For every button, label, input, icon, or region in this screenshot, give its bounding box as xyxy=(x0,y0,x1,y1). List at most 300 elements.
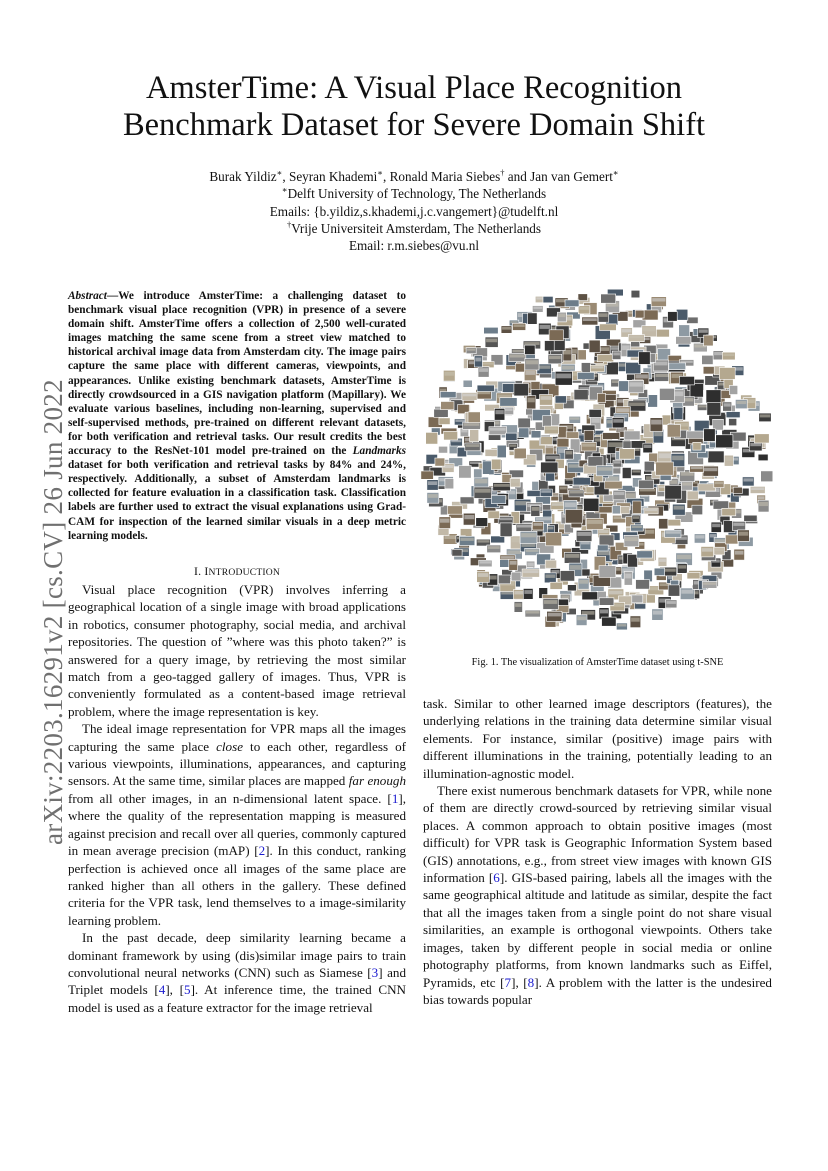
thumbnail-image xyxy=(639,352,651,365)
thumbnail-sky xyxy=(536,518,551,520)
thumbnail-image xyxy=(445,479,454,489)
thumbnail-sky xyxy=(475,479,488,483)
thumbnail-image xyxy=(676,337,691,345)
thumbnail-image xyxy=(578,294,588,301)
thumbnail-sky xyxy=(527,563,533,567)
thumbnail-image xyxy=(459,536,474,545)
thumbnail-sky xyxy=(546,456,559,460)
thumbnail-sky xyxy=(528,398,535,403)
thumbnail-sky xyxy=(577,616,586,620)
thumbnail-sky xyxy=(678,565,686,568)
thumbnail-sky xyxy=(510,561,517,565)
thumbnail-sky xyxy=(608,442,622,447)
thumbnail-image xyxy=(439,446,448,453)
thumbnail-sky xyxy=(750,443,761,446)
thumbnail-sky xyxy=(677,555,692,559)
thumbnail-sky xyxy=(736,401,746,404)
thumbnail-image xyxy=(586,518,603,529)
thumbnail-image xyxy=(687,491,698,500)
thumbnail-sky xyxy=(629,336,643,339)
thumbnail-sky xyxy=(659,453,671,458)
thumbnail-image xyxy=(599,598,614,606)
thumbnail-sky xyxy=(598,551,612,556)
thumbnail-sky xyxy=(725,457,732,461)
thumbnail-image xyxy=(719,368,735,380)
thumbnail-image xyxy=(568,585,577,591)
thumbnail-image xyxy=(624,431,640,440)
thumbnail-image xyxy=(690,384,703,398)
thumbnail-sky xyxy=(600,609,608,613)
thumbnail-image xyxy=(668,585,680,596)
thumbnail-image xyxy=(759,413,771,422)
thumbnail-sky xyxy=(739,532,749,536)
thumbnail-sky xyxy=(538,365,551,368)
thumbnail-sky xyxy=(645,509,657,511)
thumbnail-image xyxy=(484,327,499,334)
thumbnail-sky xyxy=(681,590,693,594)
thumbnail-sky xyxy=(712,524,720,528)
thumbnail-image xyxy=(599,535,614,546)
thumbnail-sky xyxy=(428,494,438,498)
thumbnail-sky xyxy=(566,451,573,454)
thumbnail-sky xyxy=(558,314,565,317)
thumbnail-sky xyxy=(510,444,516,446)
thumbnail-sky xyxy=(667,601,676,604)
thumbnail-sky xyxy=(511,538,520,543)
thumbnail-sky xyxy=(724,403,731,406)
thumbnail-sky xyxy=(698,405,707,407)
thumbnail-image xyxy=(500,523,512,537)
thumbnail-sky xyxy=(583,318,597,321)
figure-caption: Fig. 1. The visualization of AmsterTime dataset using t-SNE xyxy=(471,657,724,668)
thumbnail-image xyxy=(679,376,694,385)
thumbnail-image xyxy=(706,390,721,404)
thumbnail-image xyxy=(635,310,644,318)
thumbnail-image xyxy=(566,432,579,439)
thumbnail-image xyxy=(476,518,488,527)
thumbnail-sky xyxy=(632,470,640,472)
thumbnail-sky xyxy=(548,613,561,617)
citation-link[interactable]: 2 xyxy=(258,843,266,859)
thumbnail-sky xyxy=(495,410,503,414)
thumbnail-image xyxy=(698,484,716,491)
thumbnail-sky xyxy=(617,624,626,626)
thumbnail-sky xyxy=(475,358,481,362)
thumbnail-image xyxy=(543,510,552,517)
thumbnail-sky xyxy=(699,329,708,332)
emails-delft: Emails: {b.yildiz,s.khademi,j.c.vangemert}@tudelft.nl xyxy=(269,203,559,219)
thumbnail-image xyxy=(518,418,531,428)
thumbnail-image xyxy=(560,571,574,582)
thumbnail-sky xyxy=(622,329,632,332)
thumbnail-sky xyxy=(613,419,623,423)
thumbnail-sky xyxy=(556,374,571,379)
thumbnail-image xyxy=(492,495,506,503)
thumbnail-image xyxy=(667,425,680,438)
thumbnail-sky xyxy=(502,327,511,330)
thumbnail-image xyxy=(588,457,603,467)
thumbnail-sky xyxy=(510,321,518,323)
thumbnail-sky xyxy=(532,507,539,511)
thumbnail-sky xyxy=(541,490,551,493)
citation-link[interactable]: 8 xyxy=(527,974,535,990)
thumbnail-sky xyxy=(511,480,519,483)
thumbnail-sky xyxy=(735,551,744,555)
thumbnail-sky xyxy=(549,356,561,359)
thumbnail-image xyxy=(612,506,620,514)
thumbnail-sky xyxy=(440,519,450,523)
thumbnail-image xyxy=(485,337,498,347)
thumbnail-image xyxy=(491,536,505,543)
thumbnail-image xyxy=(557,438,569,447)
thumbnail-image xyxy=(439,418,450,425)
thumbnail-image xyxy=(648,395,658,408)
thumbnail-image xyxy=(598,545,609,551)
thumbnail-sky xyxy=(463,394,476,397)
thumbnail-sky xyxy=(625,537,638,541)
thumbnail-image xyxy=(444,431,458,440)
thumbnail-image xyxy=(574,390,588,400)
thumbnail-image xyxy=(708,451,724,463)
thumbnail-image xyxy=(633,501,642,514)
thumbnail-image xyxy=(631,290,640,298)
thumbnail-sky xyxy=(552,494,559,497)
thumbnail-image xyxy=(478,367,489,378)
thumbnail-image xyxy=(470,430,479,442)
right-column-text xyxy=(423,695,772,1008)
thumbnail-image xyxy=(426,432,438,444)
thumbnail-sky xyxy=(488,546,500,549)
thumbnail-sky xyxy=(494,484,510,487)
thumbnail-image xyxy=(565,510,582,524)
thumbnail-image xyxy=(546,532,562,545)
thumbnail-sky xyxy=(521,533,536,537)
thumbnail-sky xyxy=(759,502,768,506)
thumbnail-sky xyxy=(672,456,684,461)
thumbnail-image xyxy=(434,409,448,417)
thumbnail-sky xyxy=(517,525,533,528)
thumbnail-image xyxy=(600,324,617,331)
thumbnail-image xyxy=(497,445,506,458)
thumbnail-image xyxy=(441,402,454,410)
thumbnail-image xyxy=(573,478,590,486)
thumbnail-sky xyxy=(591,418,599,423)
thumbnail-sky xyxy=(643,327,656,331)
thumbnail-sky xyxy=(570,417,580,419)
thumbnail-sky xyxy=(616,408,629,412)
thumbnail-sky xyxy=(562,366,574,370)
thumbnail-image xyxy=(761,471,773,482)
thumbnail-sky xyxy=(510,355,525,358)
thumbnail-sky xyxy=(560,487,567,490)
thumbnail-image xyxy=(421,471,434,479)
thumbnail-sky xyxy=(591,366,603,368)
thumbnail-cloud xyxy=(421,289,773,630)
thumbnail-sky xyxy=(479,368,488,372)
thumbnail-image xyxy=(514,384,529,396)
citation-link[interactable]: 4 xyxy=(158,982,166,998)
thumbnail-image xyxy=(582,592,598,600)
thumbnail-sky xyxy=(654,362,667,366)
thumbnail-image xyxy=(452,549,462,556)
thumbnail-image xyxy=(679,325,690,337)
thumbnail-image xyxy=(519,428,529,438)
thumbnail-image xyxy=(460,497,474,504)
author-names: Burak Yildiz∗, Seyran Khademi∗, Ronald Maria Siebes† and Jan van Gemert∗ xyxy=(209,167,619,184)
thumbnail-image xyxy=(754,434,769,443)
thumbnail-sky xyxy=(533,523,542,526)
thumbnail-image xyxy=(550,582,562,589)
thumbnail-image xyxy=(676,309,687,320)
thumbnail-image xyxy=(463,380,472,387)
thumbnail-image xyxy=(725,535,738,544)
thumbnail-sky xyxy=(681,361,693,363)
thumbnail-sky xyxy=(460,538,473,541)
right-paragraph-1: task. Similar to other learned image descriptors (features), the underlying relations in the training data determine similar visual elements. For instance, similar (positive) image pairs with different illuminations in the training, potentially leading to an illumination-agnostic model. xyxy=(423,696,772,781)
thumbnail-sky xyxy=(486,339,497,343)
thumbnail-image xyxy=(543,416,552,427)
thumbnail-sky xyxy=(545,574,555,578)
thumbnail-image xyxy=(681,481,692,490)
thumbnail-sky xyxy=(723,353,734,356)
affiliation-delft: ∗Delft University of Technology, The Netherlands xyxy=(281,184,547,202)
arxiv-side-stamp: arXiv:2203.16291v2 [cs.CV] 26 Jun 2022 xyxy=(38,379,68,845)
thumbnail-image xyxy=(581,363,590,373)
intro-paragraph-3: In the past decade, deep similarity learning became a dominant framework by using (dis)similar image pairs to train convolutional neural networks (CNN) such as Siamese [3] and Triplet models [4], [5]. At inference time, the trained CNN model is used as a feature extractor for the image retrieval xyxy=(68,930,406,1015)
thumbnail-image xyxy=(660,388,675,400)
thumbnail-image xyxy=(435,458,445,466)
thumbnail-image xyxy=(628,554,638,567)
thumbnail-image xyxy=(622,468,631,479)
thumbnail-sky xyxy=(507,550,521,554)
paper-title xyxy=(60,70,768,144)
thumbnail-image xyxy=(692,505,703,515)
thumbnail-sky xyxy=(513,350,525,353)
thumbnail-sky xyxy=(444,372,454,376)
thumbnail-image xyxy=(468,412,480,423)
thumbnail-sky xyxy=(570,565,581,570)
thumbnail-image xyxy=(603,433,620,440)
thumbnail-image xyxy=(597,393,605,402)
thumbnail-sky xyxy=(733,523,744,526)
thumbnail-sky xyxy=(579,307,589,310)
citation-link[interactable]: 6 xyxy=(493,870,500,886)
author-block xyxy=(60,168,768,254)
thumbnail-image xyxy=(687,317,699,323)
thumbnail-sky xyxy=(625,574,631,579)
abstract-label: Abstract xyxy=(68,290,107,302)
thumbnail-sky xyxy=(464,423,480,426)
thumbnail-image xyxy=(545,560,556,568)
thumbnail-sky xyxy=(570,491,583,493)
thumbnail-sky xyxy=(629,402,645,406)
thumbnail-image xyxy=(665,485,682,499)
thumbnail-image xyxy=(656,462,674,475)
thumbnail-sky xyxy=(524,590,532,594)
thumbnail-sky xyxy=(478,573,489,577)
thumbnail-image xyxy=(758,454,768,461)
thumbnail-sky xyxy=(751,488,764,491)
thumbnail-image xyxy=(543,296,553,302)
abstract: Abstract—We introduce AmsterTime: a challenging dataset to benchmark visual place recognition (VPR) in presence of a severe domain shift. AmsterTime offers a collection of 2,500 well-curated images matching the same scene from a street view matched to historical archival image data from Amsterdam city. The image pairs capture the same place with different cameras, viewpoints, and appearances. Unlike existing benchmark datasets, AmsterTime is directly crowdsourced in a GIS navigation platform (Mapillary). We evaluate various baselines, including non-learning, supervised and self-supervised methods, pre-trained on different relevant datasets, for both verification and retrieval tasks. Our result credits the best accuracy to the ResNet-101 model pre-trained on the Landmarks dataset for both verification and retrieval tasks by 84% and 24%, respectively. Additionally, a subset of Amsterdam landmarks is collected for feature evaluation in a classification task. Classification labels are further used to extract the visual explanations using Grad-CAM for inspection of the learned similar visuals in a deep metric learning models. xyxy=(68,290,406,542)
thumbnail-image xyxy=(636,580,650,590)
thumbnail-image xyxy=(459,466,472,479)
thumbnail-sky xyxy=(501,556,514,559)
thumbnail-sky xyxy=(524,342,539,345)
thumbnail-image xyxy=(704,335,714,346)
thumbnail-sky xyxy=(633,516,639,519)
thumbnail-sky xyxy=(682,482,691,485)
thumbnail-image xyxy=(477,385,494,391)
thumbnail-image xyxy=(704,429,716,442)
thumbnail-sky xyxy=(715,548,724,551)
thumbnail-image xyxy=(555,396,566,403)
thumbnail-sky xyxy=(654,431,662,436)
thumbnail-sky xyxy=(632,526,643,528)
thumbnail-sky xyxy=(579,580,588,584)
thumbnail-sky xyxy=(475,489,491,493)
thumbnail-sky xyxy=(758,496,765,499)
thumbnail-sky xyxy=(561,596,569,599)
thumbnail-sky xyxy=(461,430,467,433)
thumbnail-image xyxy=(447,506,462,514)
thumbnail-sky xyxy=(651,420,662,425)
thumbnail-sky xyxy=(466,444,479,447)
thumbnail-sky xyxy=(582,611,595,615)
thumbnail-image xyxy=(500,398,517,407)
thumbnail-sky xyxy=(612,380,618,383)
thumbnail-image xyxy=(531,431,541,438)
thumbnail-sky xyxy=(587,520,602,524)
introduction-text xyxy=(68,581,406,1016)
thumbnail-image xyxy=(498,575,510,584)
thumbnail-sky xyxy=(703,582,716,584)
thumbnail-sky xyxy=(613,352,620,355)
thumbnail-sky xyxy=(631,618,640,622)
thumbnail-image xyxy=(713,419,724,430)
thumbnail-sky xyxy=(577,532,591,536)
thumbnail-sky xyxy=(760,414,770,417)
thumbnail-image xyxy=(659,519,668,529)
thumbnail-image xyxy=(674,407,683,419)
thumbnail-sky xyxy=(653,611,662,615)
thumbnail-sky xyxy=(666,531,680,534)
thumbnail-sky xyxy=(526,360,538,364)
thumbnail-image xyxy=(565,300,579,307)
thumbnail-image xyxy=(511,572,521,581)
thumbnail-sky xyxy=(582,444,595,447)
thumbnail-sky xyxy=(499,518,512,521)
thumbnail-sky xyxy=(704,468,717,472)
thumbnail-sky xyxy=(622,345,630,350)
thumbnail-image xyxy=(642,310,658,320)
thumbnail-image xyxy=(744,515,757,521)
thumbnail-sky xyxy=(710,534,716,537)
right-paragraph-2: There exist numerous benchmark datasets for VPR, while none of them are directly crowd-sourced by retrieving similar visual places. A common approach to obtain positive images (most difficult) for VPR task is Geographic Information System based (GIS) annotations, e.g., from street view images with known GIS information [6]. GIS-based pairing, labels all the images with the same geographical altitude and latitude as similar, despite the fact that all the images taken from a single point do not share visual similarities, an example is orthogonal viewpoints. Others take images, taken by different people in social media or online photography platforms, from known landmarks such as Eiffel, Pyramids, etc [7], [8]. A problem with the latter is the undesired bias towards popular xyxy=(423,783,772,1007)
citation-link[interactable]: 5 xyxy=(184,982,191,998)
thumbnail-image xyxy=(440,392,456,398)
thumbnail-sky xyxy=(540,325,551,329)
thumbnail-sky xyxy=(656,374,669,377)
thumbnail-sky xyxy=(614,461,621,463)
thumbnail-image xyxy=(687,572,700,579)
thumbnail-image xyxy=(589,340,600,352)
thumbnail-sky xyxy=(541,396,552,400)
affiliation-vu: †Vrije Universiteit Amsterdam, The Netherlands xyxy=(286,219,542,236)
thumbnail-sky xyxy=(464,515,474,519)
thumbnail-image xyxy=(722,508,736,516)
citation-link[interactable]: 3 xyxy=(371,964,379,980)
thumbnail-image xyxy=(639,480,654,489)
thumbnail-image xyxy=(732,521,745,530)
thumbnail-image xyxy=(541,437,553,445)
thumbnail-sky xyxy=(615,415,627,418)
thumbnail-sky xyxy=(702,548,713,552)
thumbnail-sky xyxy=(455,420,465,422)
thumbnail-image xyxy=(474,469,482,478)
thumbnail-image xyxy=(541,462,558,473)
thumbnail-sky xyxy=(695,535,704,538)
thumbnail-sky xyxy=(487,382,498,385)
thumbnail-image xyxy=(644,508,658,514)
thumbnail-image xyxy=(549,330,563,341)
thumbnail-sky xyxy=(644,445,652,448)
thumbnail-sky xyxy=(526,549,539,552)
thumbnail-sky xyxy=(635,374,648,378)
thumbnail-sky xyxy=(597,467,612,471)
title-line-2: Benchmark Dataset for Severe Domain Shift xyxy=(122,107,706,143)
thumbnail-image xyxy=(599,566,616,578)
thumbnail-sky xyxy=(544,600,557,604)
citation-link[interactable]: 7 xyxy=(504,974,512,990)
thumbnail-sky xyxy=(652,298,665,301)
thumbnail-sky xyxy=(515,603,521,607)
thumbnail-sky xyxy=(547,527,553,530)
thumbnail-image xyxy=(668,519,681,526)
thumbnail-image xyxy=(506,433,517,440)
thumbnail-image xyxy=(602,617,617,626)
thumbnail-sky xyxy=(514,324,525,327)
thumbnail-image xyxy=(584,430,594,440)
thumbnail-sky xyxy=(715,482,723,485)
thumbnail-sky xyxy=(743,478,753,481)
thumbnail-sky xyxy=(614,492,624,495)
thumbnail-sky xyxy=(599,313,608,317)
title-line-1: AmsterTime: A Visual Place Recognition xyxy=(145,70,683,106)
thumbnail-sky xyxy=(526,611,539,613)
thumbnail-image xyxy=(654,568,664,575)
thumbnail-sky xyxy=(477,540,489,542)
thumbnail-sky xyxy=(480,561,491,563)
thumbnail-sky xyxy=(444,535,456,539)
thumbnail-image xyxy=(729,386,737,395)
thumbnail-sky xyxy=(428,481,437,485)
thumbnail-sky xyxy=(599,530,609,533)
thumbnail-image xyxy=(514,448,526,459)
citation-link[interactable]: 1 xyxy=(391,790,399,806)
thumbnail-sky xyxy=(490,428,506,431)
thumbnail-image xyxy=(620,449,635,459)
thumbnail-sky xyxy=(545,427,557,430)
section-heading-introduction: I. INTRODUCTION xyxy=(193,564,281,578)
intro-paragraph-2: The ideal image representation for VPR maps all the images capturing the same place close to each other, regardless of various viewpoints, illuminations, appearances, and capturing sensors. At the same time, similar places are mapped far enough from all other images, in an n-dimensional latent space. [1], where the quality of the representation mapping is measured against precision and recall over all queries, commonly captured in mean average precision (mAP) [2]. In this conduct, ranking perfection is achieved once all images of the same place are ranked higher than all others in the gallery. These defined criteria for the VPR task, lend themselves to a image-similarity learning problem. xyxy=(68,721,406,928)
thumbnail-image xyxy=(584,498,599,511)
thumbnail-image xyxy=(488,511,500,519)
thumbnail-image xyxy=(693,442,701,450)
thumbnail-image xyxy=(726,412,740,418)
thumbnail-image xyxy=(491,459,501,469)
thumbnail-image xyxy=(733,487,742,493)
